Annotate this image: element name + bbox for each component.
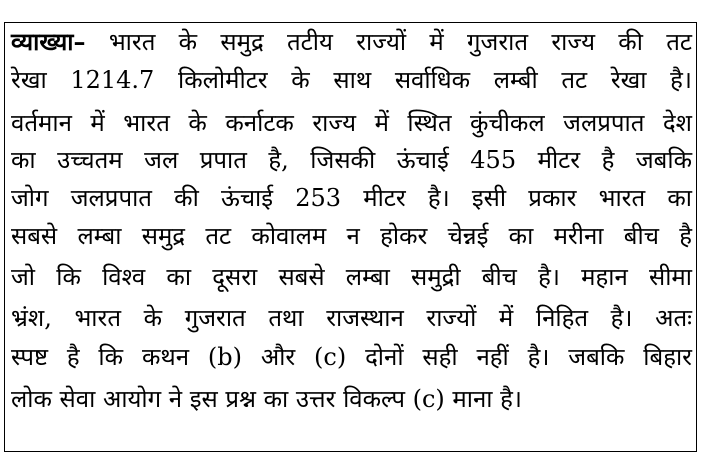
text-line-1-rest: भारत के समुद्र तटीय राज्यों में गुजरात राज्य की तट — [85, 28, 692, 56]
text-line-6: सबसे लम्बा समुद्र तट कोवालम न होकर चेन्नई का मरीना बीच है — [11, 222, 692, 250]
text-line-3: वर्तमान में भारत के कर्नाटक राज्य में स्थित कुंचीकल जलप्रपात देश — [11, 109, 692, 137]
text-line-8: भ्रंश, भारत के गुजरात तथा राजस्थान राज्यों में निहित है। अतः — [11, 304, 692, 332]
text-line-5: जोग जलप्रपात की ऊंचाई 253 मीटर है। इसी प्रकार भारत का — [11, 184, 692, 212]
explanation-label: व्याख्या– — [11, 27, 86, 56]
text-line-10: लोक सेवा आयोग ने इस प्रश्न का उत्तर विकल्प (c) माना है। — [11, 385, 522, 413]
text-line-4: का उच्चतम जल प्रपात है, जिसकी ऊंचाई 455 मीटर है जबकि — [11, 146, 692, 174]
text-line-7: जो कि विश्व का दूसरा सबसे लम्बा समुद्री बीच है। महान सीमा — [11, 263, 692, 291]
text-line-9: स्पष्ट है कि कथन (b) और (c) दोनों सही नहीं है। जबकि बिहार — [11, 343, 692, 371]
text-line-1 — [11, 24, 692, 60]
text-line-2: रेखा 1214.7 किलोमीटर के साथ सर्वाधिक लम्बी तट रेखा है। — [11, 66, 692, 94]
